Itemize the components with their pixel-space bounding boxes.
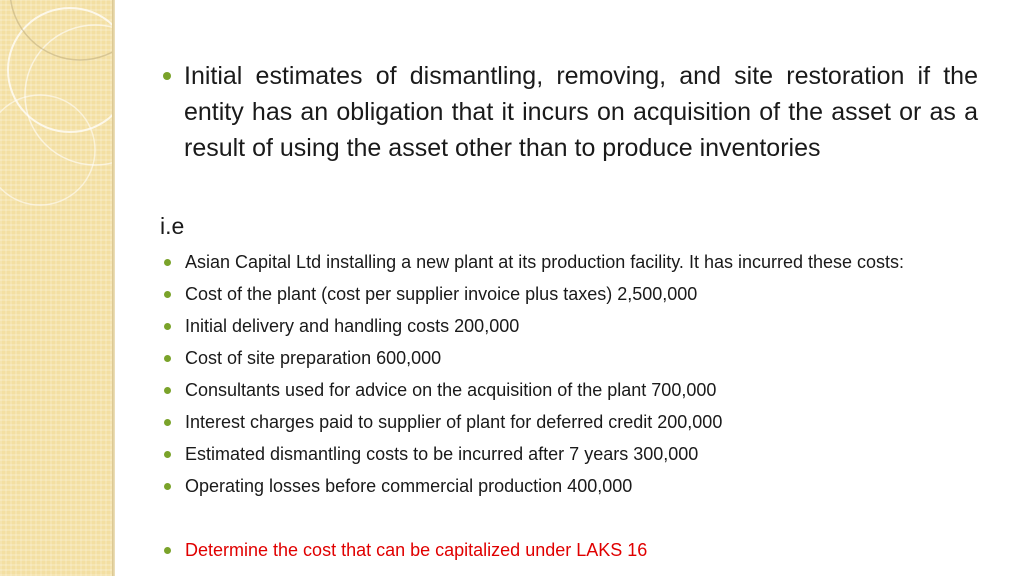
- bullet-icon: [164, 259, 171, 266]
- bullet-icon: [163, 72, 171, 80]
- list-item: Operating losses before commercial production 400,000: [185, 476, 633, 496]
- bullet-icon: [164, 387, 171, 394]
- ie-label: i.e: [160, 213, 185, 239]
- bullet-icon: [164, 291, 171, 298]
- bullet-icon: [164, 355, 171, 362]
- bullet-icon: [164, 547, 171, 554]
- list-item: Consultants used for advice on the acquisition of the plant 700,000: [185, 380, 717, 400]
- main-bullet-text: Initial estimates of dismantling, removing, and site restoration if the entity has an obligation that it incurs on acquisition of the asset or as a result of using the asset other than to produce inventories: [184, 62, 978, 162]
- list-item: Cost of site preparation 600,000: [185, 348, 442, 368]
- bullet-icon: [164, 323, 171, 330]
- bullet-icon: [164, 451, 171, 458]
- list-item: Cost of the plant (cost per supplier invoice plus taxes) 2,500,000: [185, 284, 698, 304]
- list-item: Interest charges paid to supplier of plant for deferred credit 200,000: [185, 412, 723, 432]
- sidebar-edge: [112, 0, 115, 576]
- bullet-icon: [164, 419, 171, 426]
- list-item: Asian Capital Ltd installing a new plant at its production facility. It has incurred these costs:: [185, 252, 905, 272]
- list-item: Initial delivery and handling costs 200,000: [185, 316, 520, 336]
- list-item: Estimated dismantling costs to be incurred after 7 years 300,000: [185, 444, 699, 464]
- decorative-rings: [0, 0, 114, 576]
- question-text: Determine the cost that can be capitalized under LAKS 16: [185, 540, 648, 560]
- bullet-icon: [164, 483, 171, 490]
- decorative-sidebar: [0, 0, 114, 576]
